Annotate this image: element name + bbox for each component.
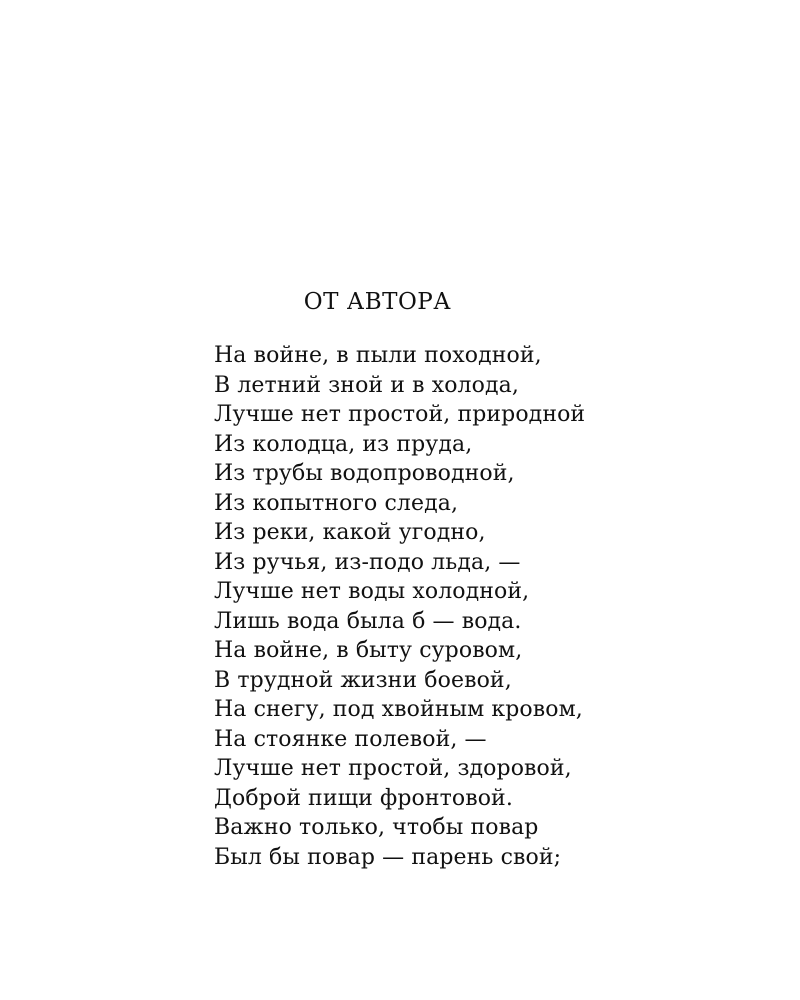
poem-line: Из ручья, из-подо льда, — [214,549,521,575]
poem-line: Был бы повар — парень свой; [214,844,562,870]
poem-line: Лучше нет воды холодной, [214,579,530,604]
poem-line: Из реки, какой угодно, [214,520,486,545]
poem-line: Из трубы водопроводной, [214,461,515,486]
poem-line: На войне, в быту суровом, [214,638,523,663]
poem-line: На стоянке полевой, — [214,726,487,752]
poem-line: Важно только, чтобы повар [214,815,539,840]
poem-line: Из копытного следа, [214,490,459,516]
poem-line: На снегу, под хвойным кровом, [214,697,583,722]
section-title: ОТ АВТОРА [303,289,452,315]
poem-line: В трудной жизни боевой, [214,667,512,693]
poem-line: На войне, в пыли походной, [214,343,542,368]
poem-line: Лучше нет простой, природной [214,402,586,427]
poem-line: Лишь вода была б — вода. [214,608,522,634]
poem-text [214,341,585,872]
poem-line: Доброй пищи фронтовой. [214,785,513,811]
poem-line: Из колодца, из пруда, [214,431,473,457]
poem-line: Лучше нет простой, здоровой, [214,756,572,781]
poem-line: В летний зной и в холода, [214,372,519,398]
